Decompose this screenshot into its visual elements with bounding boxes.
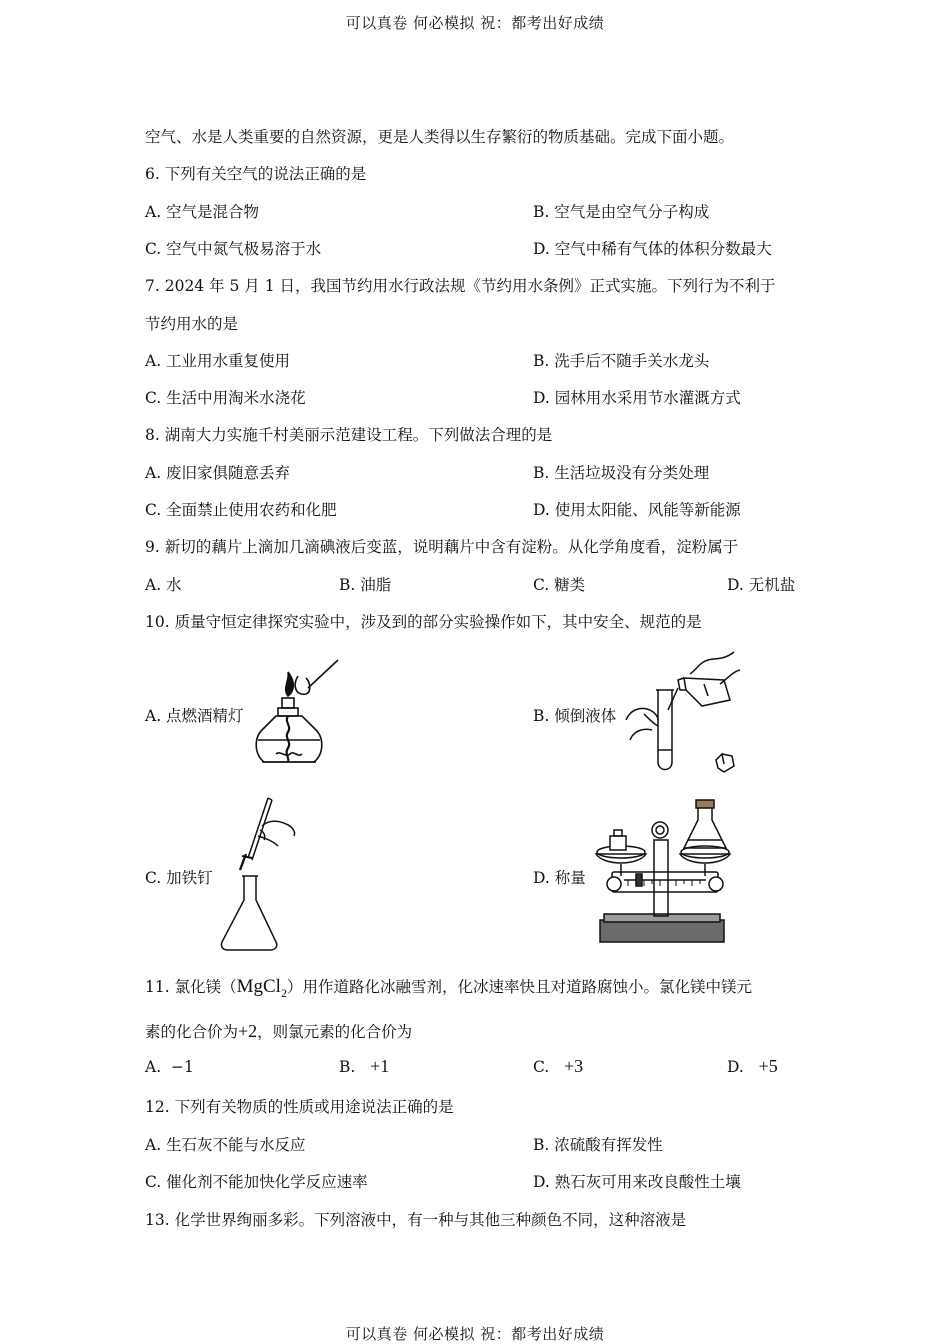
- q12-option-c[interactable]: C. 催化剂不能加快化学反应速率: [145, 1173, 368, 1191]
- q11-b-label: B.: [339, 1058, 356, 1076]
- q13-stem: 13. 化学世界绚丽多彩。下列溶液中，有一种与其他三种颜色不同，这种溶液是: [145, 1211, 687, 1229]
- page-footer: 可以真卷 何必模拟 祝：都考出好成绩: [345, 1325, 605, 1343]
- q7-option-c[interactable]: C. 生活中用淘米水浇花: [145, 389, 306, 407]
- adding-iron-nail-illustration: [218, 796, 298, 952]
- q10-option-a[interactable]: A. 点燃酒精灯: [145, 707, 244, 725]
- q6-option-c[interactable]: C. 空气中氮气极易溶于水: [145, 240, 322, 258]
- q7-stem-line2: 节约用水的是: [145, 315, 239, 333]
- balance-weighing-illustration: [594, 800, 742, 946]
- q11-a-value: −1: [170, 1058, 194, 1076]
- q6-stem: 6. 下列有关空气的说法正确的是: [145, 165, 367, 183]
- q8-option-a[interactable]: A. 废旧家俱随意丢弃: [145, 464, 291, 482]
- q12-stem: 12. 下列有关物质的性质或用途说法正确的是: [145, 1098, 454, 1116]
- q11-stem-post: ）用作道路化冰融雪剂，化冰速率快且对道路腐蚀小。氯化镁中镁元: [286, 978, 752, 996]
- q11-stem2-post: ，则氯元素的化合价为: [257, 1023, 413, 1041]
- q10-stem: 10. 质量守恒定律探究实验中，涉及到的部分实验操作如下，其中安全、规范的是: [145, 613, 702, 631]
- q9-stem: 9. 新切的藕片上滴加几滴碘液后变蓝，说明藕片中含有淀粉。从化学角度看，淀粉属于: [145, 538, 739, 556]
- q8-option-c[interactable]: C. 全面禁止使用农药和化肥: [145, 501, 337, 519]
- q8-option-d[interactable]: D. 使用太阳能、风能等新能源: [533, 501, 741, 519]
- q10-option-d[interactable]: D. 称量: [533, 869, 586, 887]
- q6-option-d[interactable]: D. 空气中稀有气体的体积分数最大: [533, 240, 772, 258]
- q9-option-c[interactable]: C. 糖类: [533, 576, 586, 594]
- q11-option-d[interactable]: [727, 1056, 778, 1077]
- pouring-liquid-illustration: [624, 650, 744, 775]
- formula-main: MgCl: [236, 976, 281, 997]
- q8-stem: 8. 湖南大力实施千村美丽示范建设工程。下列做法合理的是: [145, 426, 553, 444]
- q12-option-a[interactable]: A. 生石灰不能与水反应: [145, 1136, 306, 1154]
- q7-option-b[interactable]: B. 洗手后不随手关水龙头: [533, 352, 710, 370]
- formula-subscript: 2: [280, 985, 287, 1000]
- q11-b-value: +1: [370, 1056, 390, 1076]
- q11-stem-line2: [145, 1020, 412, 1042]
- q11-option-b[interactable]: [339, 1056, 389, 1077]
- q11-c-value: +3: [564, 1056, 584, 1076]
- q11-c-label: C.: [533, 1058, 550, 1076]
- q7-stem-line1: 7. 2024 年 5 月 1 日，我国节约用水行政法规《节约用水条例》正式实施。下列行为不利于: [145, 277, 776, 295]
- q6-option-b[interactable]: B. 空气是由空气分子构成: [533, 203, 710, 221]
- mgcl2-formula: [236, 976, 287, 1000]
- lighting-alcohol-lamp-illustration: [250, 658, 345, 770]
- q9-option-d[interactable]: D. 无机盐: [727, 576, 796, 594]
- q11-a-label: A.: [145, 1058, 162, 1076]
- q12-option-d[interactable]: D. 熟石灰可用来改良酸性土壤: [533, 1173, 741, 1191]
- q12-option-b[interactable]: B. 浓硫酸有挥发性: [533, 1136, 663, 1154]
- q7-option-a[interactable]: A. 工业用水重复使用: [145, 352, 291, 370]
- q11-stem-pre: 11. 氯化镁（: [145, 978, 237, 996]
- page-header: 可以真卷 何必模拟 祝：都考出好成绩: [345, 14, 605, 32]
- mg-valence: +2: [238, 1021, 258, 1041]
- q9-option-a[interactable]: A. 水: [145, 576, 182, 594]
- q8-option-b[interactable]: B. 生活垃圾没有分类处理: [533, 464, 710, 482]
- q10-option-c[interactable]: C. 加铁钉: [145, 869, 213, 887]
- q6-option-a[interactable]: A. 空气是混合物: [145, 203, 260, 221]
- q9-option-b[interactable]: B. 油脂: [339, 576, 392, 594]
- q11-option-a[interactable]: [145, 1058, 194, 1076]
- q7-option-d[interactable]: D. 园林用水采用节水灌溉方式: [533, 389, 741, 407]
- q11-d-label: D.: [727, 1058, 744, 1076]
- q11-d-value: +5: [758, 1056, 778, 1076]
- q11-stem2-pre: 素的化合价为: [145, 1023, 239, 1041]
- q11-stem-line1: [145, 975, 752, 1001]
- intro-text: 空气、水是人类重要的自然资源，更是人类得以生存繁衍的物质基础。完成下面小题。: [145, 128, 735, 146]
- q10-option-b[interactable]: B. 倾倒液体: [533, 707, 617, 725]
- q11-option-c[interactable]: [533, 1056, 583, 1077]
